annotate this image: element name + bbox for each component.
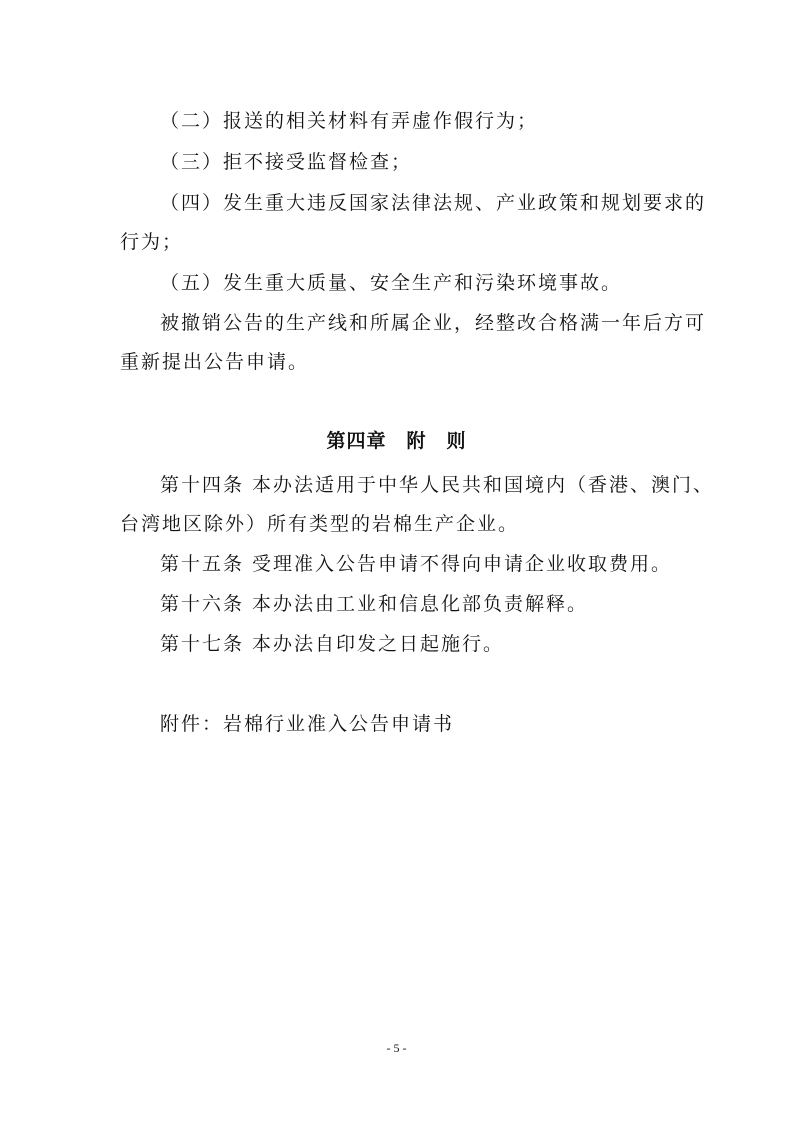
item-4: （四）发生重大违反国家法律法规、产业政策和规划要求的 [160, 192, 707, 214]
article-16: 第十六条 本办法由工业和信息化部负责解释。 [160, 593, 589, 615]
chapter-title: 第四章 附 则 [326, 430, 467, 452]
item-3: （三）拒不接受监督检查； [160, 151, 413, 173]
revocation-note-continued: 重新提出公告申请。 [120, 351, 310, 373]
revocation-note: 被撤销公告的生产线和所属企业，经整改合格满一年后方可 [160, 312, 707, 334]
attachment-note: 附件：岩棉行业准入公告申请书 [160, 713, 455, 735]
article-14-continued: 台湾地区除外）所有类型的岩棉生产企业。 [120, 513, 520, 535]
item-2: （二）报送的相关材料有弄虚作假行为； [160, 110, 539, 132]
article-14: 第十四条 本办法适用于中华人民共和国境内（香港、澳门、 [160, 474, 715, 496]
item-5: （五）发生重大质量、安全生产和污染环境事故。 [160, 272, 623, 294]
item-4-continued: 行为； [120, 231, 184, 253]
page-number: - 5 - [386, 1041, 407, 1055]
article-17: 第十七条 本办法自印发之日起施行。 [160, 633, 505, 655]
article-15: 第十五条 受理准入公告申请不得向申请企业收取费用。 [160, 553, 673, 575]
